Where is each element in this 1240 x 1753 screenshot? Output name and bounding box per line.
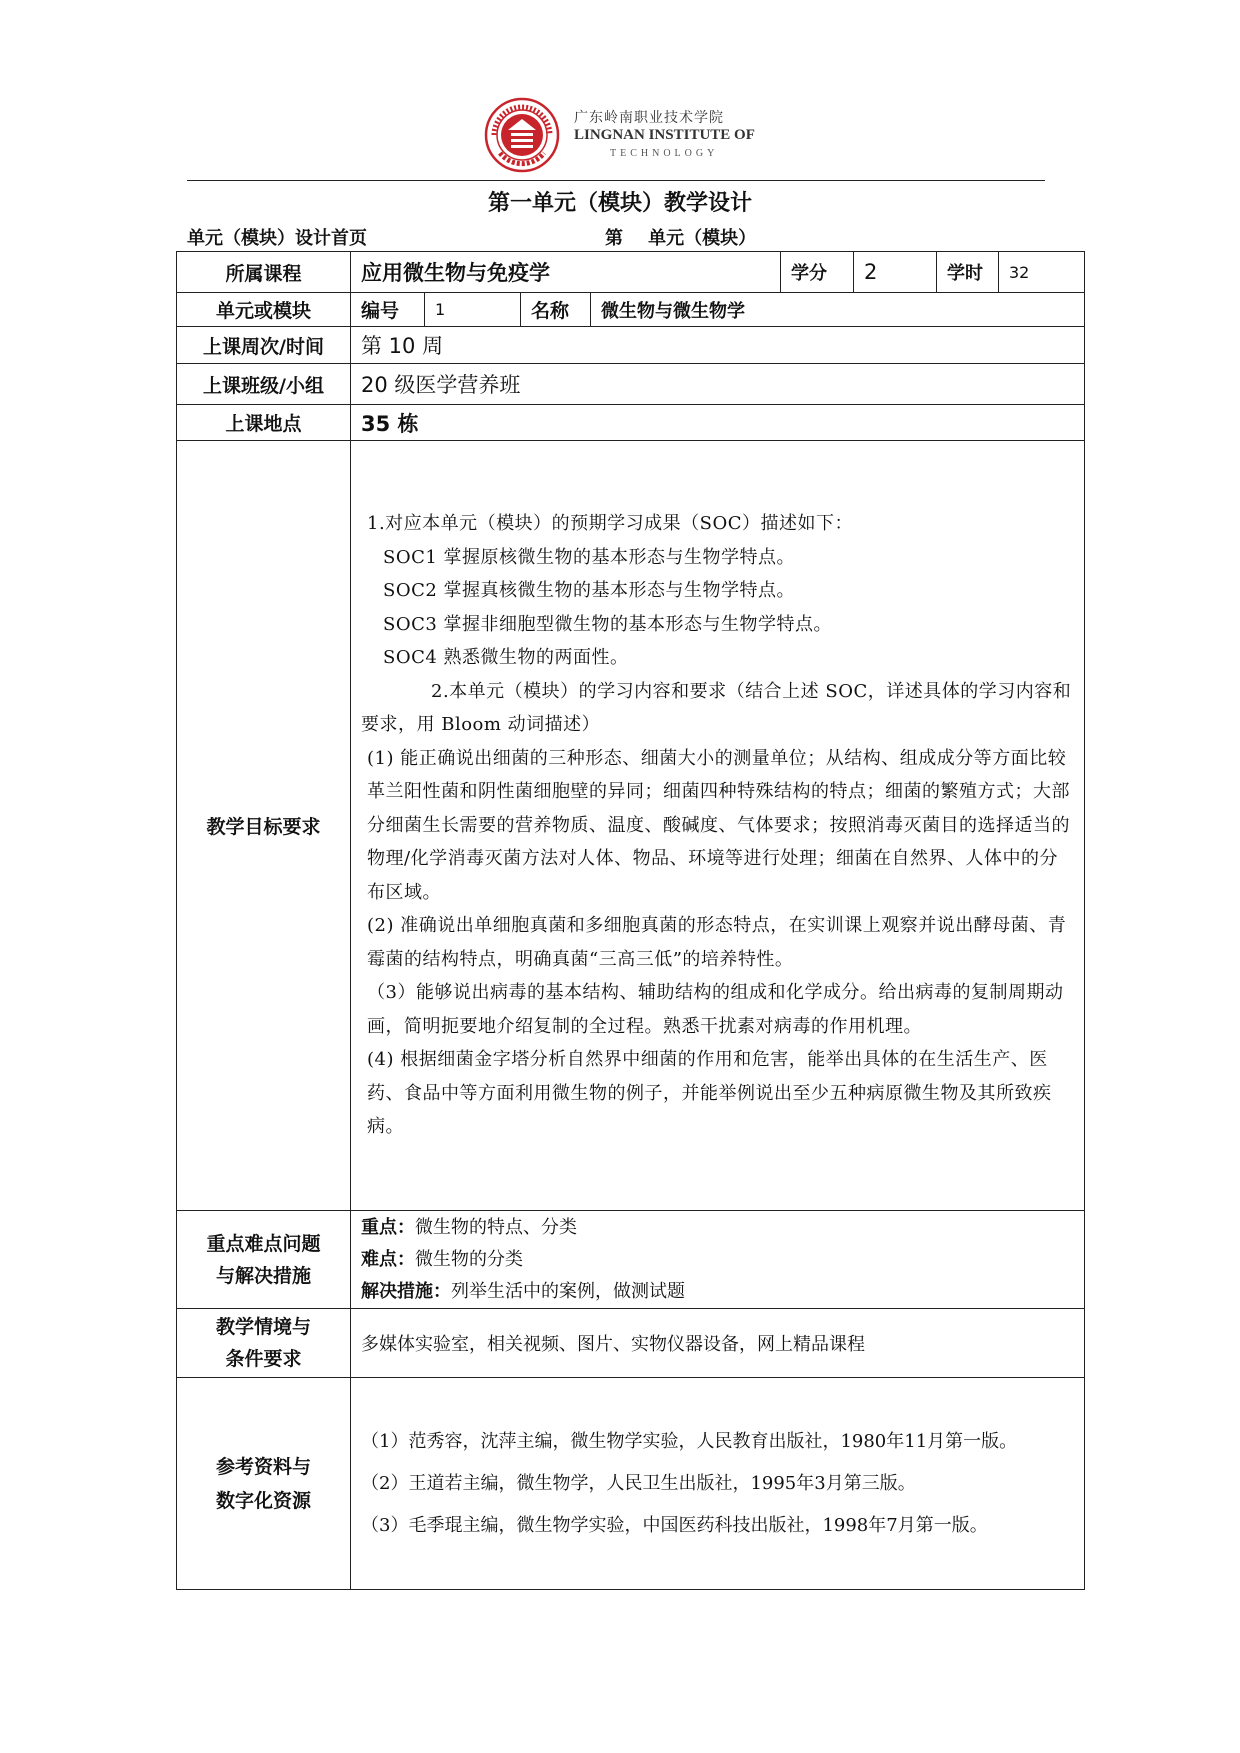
focus-label: 重点： bbox=[361, 1216, 415, 1238]
row-goals bbox=[177, 441, 1085, 1211]
measure-line bbox=[361, 1276, 1074, 1308]
difficulty-label: 难点： bbox=[361, 1248, 415, 1270]
measure-value: 列举生活中的案例，做测试题 bbox=[451, 1280, 685, 1302]
soc-item: SOC1 掌握原核微生物的基本形态与生物学特点。 bbox=[383, 546, 796, 568]
goal-item: (1) 能正确说出细菌的三种形态、细菌大小的测量单位；从结构、组成成分等方面比较革兰阳性菌和阴性菌细胞壁的异同；细菌四种特殊结构的特点；细菌的繁殖方式；大部分细菌生长需要的营养物质、温度、酸碱度、气体要求；按照消毒灭菌目的选择适当的物理/化学消毒灭菌方法对人体、物品、环境等进行处理；细菌在自然界、人体中的分布区域。 bbox=[367, 747, 1070, 903]
credit-label: 学分 bbox=[781, 252, 854, 293]
unit-name-label: 名称 bbox=[521, 293, 591, 327]
week-label: 上课周次/时间 bbox=[177, 327, 351, 364]
row-place bbox=[177, 405, 1085, 441]
row-course bbox=[177, 252, 1085, 293]
row-conditions bbox=[177, 1309, 1085, 1378]
conditions-value: 多媒体实验室，相关视频、图片、实物仪器设备，网上精品课程 bbox=[351, 1309, 1085, 1378]
goals-line: 1.对应本单元（模块）的预期学习成果（SOC）描述如下： bbox=[367, 513, 854, 535]
references-content bbox=[351, 1378, 1085, 1590]
course-value: 应用微生物与免疫学 bbox=[351, 252, 781, 293]
unit-no-label: 编号 bbox=[351, 293, 425, 327]
credit-value: 2 bbox=[854, 252, 937, 293]
hours-label: 学时 bbox=[937, 252, 999, 293]
goal-item: （3）能够说出病毒的基本结构、辅助结构的组成和化学成分。给出病毒的复制周期动画，简明扼要地介绍复制的全过程。熟悉干扰素对病毒的作用机理。 bbox=[367, 982, 1064, 1037]
conditions-label-line2: 条件要求 bbox=[225, 1348, 302, 1370]
header-divider bbox=[187, 180, 1045, 181]
place-value: 35 栋 bbox=[351, 405, 1085, 441]
goals-label: 教学目标要求 bbox=[177, 441, 351, 1211]
unit-no-value: 1 bbox=[425, 293, 521, 327]
unit-label: 单元或模块 bbox=[177, 293, 351, 327]
page-header bbox=[0, 95, 1240, 175]
row-keypoints bbox=[177, 1211, 1085, 1309]
goal-item: (2) 准确说出单细胞真菌和多细胞真菌的形态特点，在实训课上观察并说出酵母菌、青霉菌的结构特点，明确真菌“三高三低”的培养特性。 bbox=[367, 915, 1067, 970]
row-references bbox=[177, 1378, 1085, 1590]
measure-label: 解决措施： bbox=[361, 1280, 451, 1302]
keypoints-label-line2: 与解决措施 bbox=[215, 1264, 311, 1287]
school-name-en-line2: TECHNOLOGY bbox=[610, 148, 719, 159]
soc-item: SOC3 掌握非细胞型微生物的基本形态与生物学特点。 bbox=[383, 613, 833, 635]
subheader-right: 第 单元（模块） bbox=[605, 228, 757, 249]
goals-line bbox=[361, 675, 1074, 742]
school-logo bbox=[484, 97, 560, 173]
goals-content bbox=[351, 441, 1085, 1211]
school-name-cn: 广东岭南职业技术学院 bbox=[574, 110, 724, 126]
design-table bbox=[176, 251, 1085, 1590]
row-week bbox=[177, 327, 1085, 364]
reference-item: （3）毛季琨主编，微生物学实验，中国医药科技出版社，1998年7月第一版。 bbox=[361, 1514, 988, 1536]
conditions-label bbox=[177, 1309, 351, 1378]
keypoints-content bbox=[351, 1211, 1085, 1309]
goal-item: (4) 根据细菌金字塔分析自然界中细菌的作用和危害，能举出具体的在生活生产、医药、食品中等方面利用微生物的例子，并能举例说出至少五种病原微生物及其所致疾病。 bbox=[367, 1049, 1052, 1138]
keypoints-label bbox=[177, 1211, 351, 1309]
references-label bbox=[177, 1378, 351, 1590]
reference-item: （1）范秀容，沈萍主编，微生物学实验，人民教育出版社，1980年11月第一版。 bbox=[361, 1430, 1018, 1452]
conditions-label-line1: 教学情境与 bbox=[215, 1316, 311, 1338]
soc-item: SOC2 掌握真核微生物的基本形态与生物学特点。 bbox=[383, 580, 796, 602]
references-label-line1: 参考资料与 bbox=[215, 1455, 311, 1478]
page-title: 第一单元（模块）教学设计 bbox=[487, 191, 752, 216]
subheader-left: 单元（模块）设计首页 bbox=[187, 228, 367, 249]
soc-item: SOC4 熟悉微生物的两面性。 bbox=[383, 647, 629, 669]
class-value: 20 级医学营养班 bbox=[351, 364, 1085, 405]
course-label: 所属课程 bbox=[177, 252, 351, 293]
keypoints-label-line1: 重点难点问题 bbox=[206, 1232, 321, 1255]
difficulty-value: 微生物的分类 bbox=[415, 1248, 523, 1270]
place-label: 上课地点 bbox=[177, 405, 351, 441]
hours-value: 32 bbox=[999, 252, 1085, 293]
class-label: 上课班级/小组 bbox=[177, 364, 351, 405]
references-label-line2: 数字化资源 bbox=[215, 1489, 311, 1512]
row-class bbox=[177, 364, 1085, 405]
goals-line-text: 2.本单元（模块）的学习内容和要求（结合上述 SOC，详述具体的学习内容和要求，用 Bloom 动词描述） bbox=[361, 680, 1072, 736]
school-name-en: LINGNAN INSTITUTE OF bbox=[574, 127, 755, 143]
focus-line bbox=[361, 1212, 1074, 1244]
row-unit bbox=[177, 293, 1085, 327]
unit-name-value: 微生物与微生物学 bbox=[591, 293, 1085, 327]
reference-item: （2）王道若主编，微生物学，人民卫生出版社，1995年3月第三版。 bbox=[361, 1472, 916, 1494]
focus-value: 微生物的特点、分类 bbox=[415, 1216, 577, 1238]
week-value: 第 10 周 bbox=[351, 327, 1085, 364]
difficulty-line bbox=[361, 1244, 1074, 1276]
